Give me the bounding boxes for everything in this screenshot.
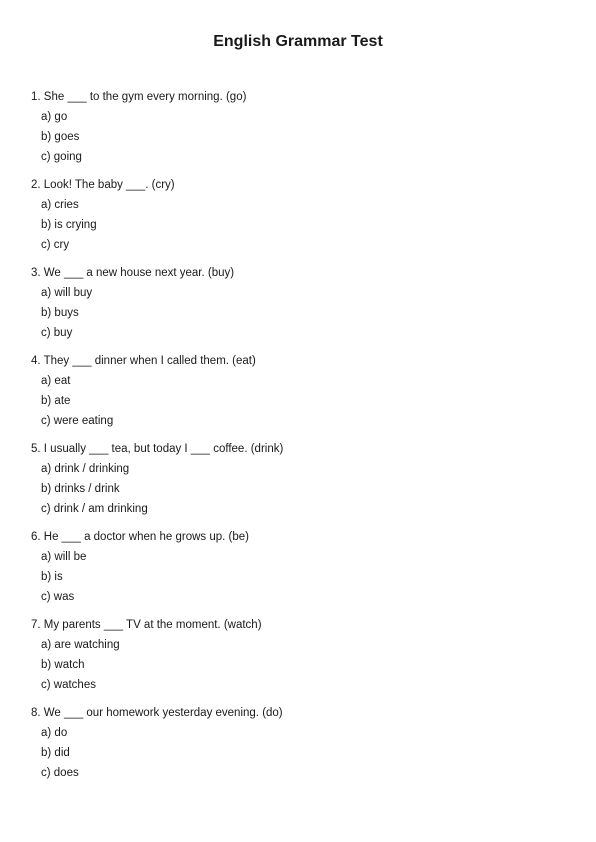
option-b: b) ate [41, 395, 71, 407]
question-text: 4. They ___ dinner when I called them. (eat) [31, 355, 256, 367]
page-title: English Grammar Test [213, 33, 383, 50]
option-a: a) will buy [41, 287, 93, 299]
question-list [31, 87, 571, 791]
option-a: a) drink / drinking [41, 463, 130, 475]
option-c: c) were eating [41, 415, 114, 427]
option-b: b) is [41, 571, 63, 583]
question-3 [31, 263, 571, 351]
option-a: a) do [41, 727, 68, 739]
question-7 [31, 615, 571, 703]
option-a: a) cries [41, 199, 79, 211]
question-6 [31, 527, 571, 615]
option-b: b) drinks / drink [41, 483, 120, 495]
question-text: 6. He ___ a doctor when he grows up. (be) [31, 531, 249, 543]
question-text: 8. We ___ our homework yesterday evening. (do) [31, 707, 283, 719]
question-text: 3. We ___ a new house next year. (buy) [31, 267, 235, 279]
option-c: c) buy [41, 327, 73, 339]
option-c: c) cry [41, 239, 70, 251]
question-text: 1. She ___ to the gym every morning. (go) [31, 91, 247, 103]
question-4 [31, 351, 571, 439]
option-b: b) is crying [41, 219, 97, 231]
question-8 [31, 703, 571, 791]
option-a: a) are watching [41, 639, 120, 651]
option-b: b) buys [41, 307, 79, 319]
option-a: a) will be [41, 551, 87, 563]
option-c: c) drink / am drinking [41, 503, 148, 515]
option-c: c) was [41, 591, 75, 603]
question-text: 5. I usually ___ tea, but today I ___ coffee. (drink) [31, 443, 284, 455]
option-a: a) eat [41, 375, 71, 387]
question-1 [31, 87, 571, 175]
option-b: b) did [41, 747, 70, 759]
question-text: 7. My parents ___ TV at the moment. (watch) [31, 619, 262, 631]
option-b: b) goes [41, 131, 80, 143]
question-2 [31, 175, 571, 263]
option-a: a) go [41, 111, 68, 123]
option-c: c) going [41, 151, 82, 163]
option-b: b) watch [41, 659, 85, 671]
option-c: c) watches [41, 679, 96, 691]
question-text: 2. Look! The baby ___. (cry) [31, 179, 175, 191]
option-c: c) does [41, 767, 79, 779]
question-5 [31, 439, 571, 527]
